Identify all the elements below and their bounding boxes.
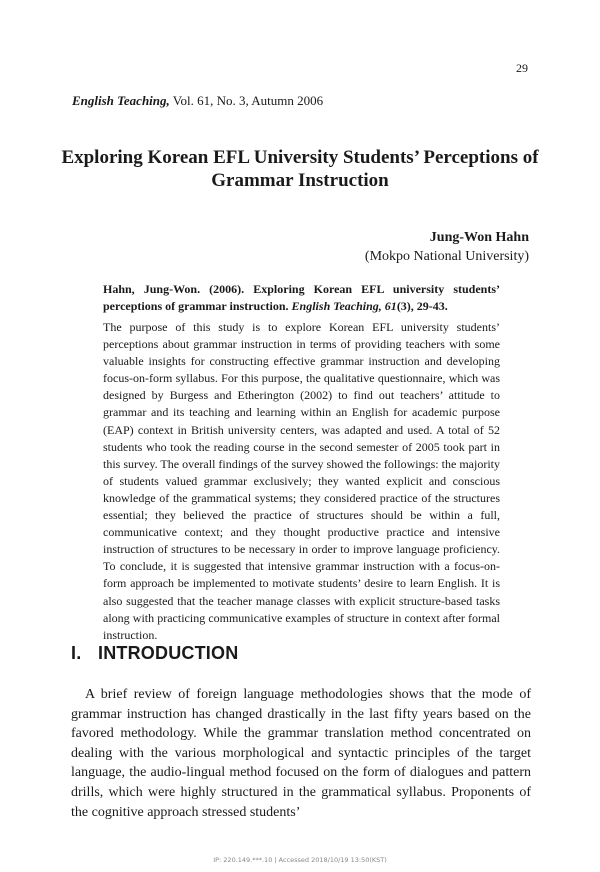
page-number: 29 <box>516 61 528 75</box>
section-heading <box>71 643 238 664</box>
citation <box>103 281 500 315</box>
citation-journal: English Teaching, 61 <box>291 299 397 313</box>
author-affiliation: (Mokpo National University) <box>364 249 529 264</box>
citation-suffix: (3), 29-43. <box>396 299 448 313</box>
section-number: I. <box>71 643 82 663</box>
journal-name: English Teaching, <box>72 93 170 108</box>
paper-title: Exploring Korean EFL University Students’ Perceptions of Grammar Instruction <box>61 147 539 191</box>
citation-prefix: Hahn, Jung-Won. (2006). Exploring Korean EFL university students’ perceptions of grammar instruction. <box>103 282 500 313</box>
author-name: Jung-Won Hahn <box>429 230 529 245</box>
body-paragraph: A brief review of foreign language methodologies shows that the mode of grammar instruction has changed drastically in the last fifty years based on the favored methodology. While the grammar translation method concentrated on dealing with the various morphological and syntactic principles of the target language, the audio-lingual method focused on the form of dialogues and pattern drills, which were highly structured in the grammatical syllabus. Proponents of the cognitive approach stressed students’ <box>71 687 531 820</box>
journal-details: Vol. 61, No. 3, Autumn 2006 <box>169 93 324 108</box>
journal-info <box>72 93 323 109</box>
section-title: INTRODUCTION <box>98 643 239 663</box>
abstract: The purpose of this study is to explore Korean EFL university students’ perceptions about grammar instruction in terms of providing teachers with some valuable insights for constructing effective grammar instruction and developing focus-on-form syllabus. For this purpose, the qualitative questionnaire, which was designed by Burgess and Etherington (2002) to find out teachers’ attitude to grammar and its teaching and learning within an English for academic purpose (EAP) context in British university centers, was adapted and used. A total of 52 students who took the reading course in the second semester of 2005 took part in this survey. The overall findings of the survey showed the followings: the majority of students valued grammar exclusively; they wanted explicit and conscious knowledge of the grammatical systems; they considered practice of the structures essential; they believed the practice of structures should be within a full, communicative context; and they thought productive practice and intensive instruction of structures to be necessary in order to improve language proficiency. To conclude, it is suggested that intensive grammar instruction with a focus-on-form approach be implemented to motivate students’ desire to learn English. It is also suggested that the teacher manage classes with explicit structure-based tasks along with practicing communicative examples of structure in context after formal instruction. <box>103 320 500 642</box>
access-footer: IP: 220.149.***.10 | Accessed 2018/10/19 13:50(KST) <box>213 856 387 864</box>
